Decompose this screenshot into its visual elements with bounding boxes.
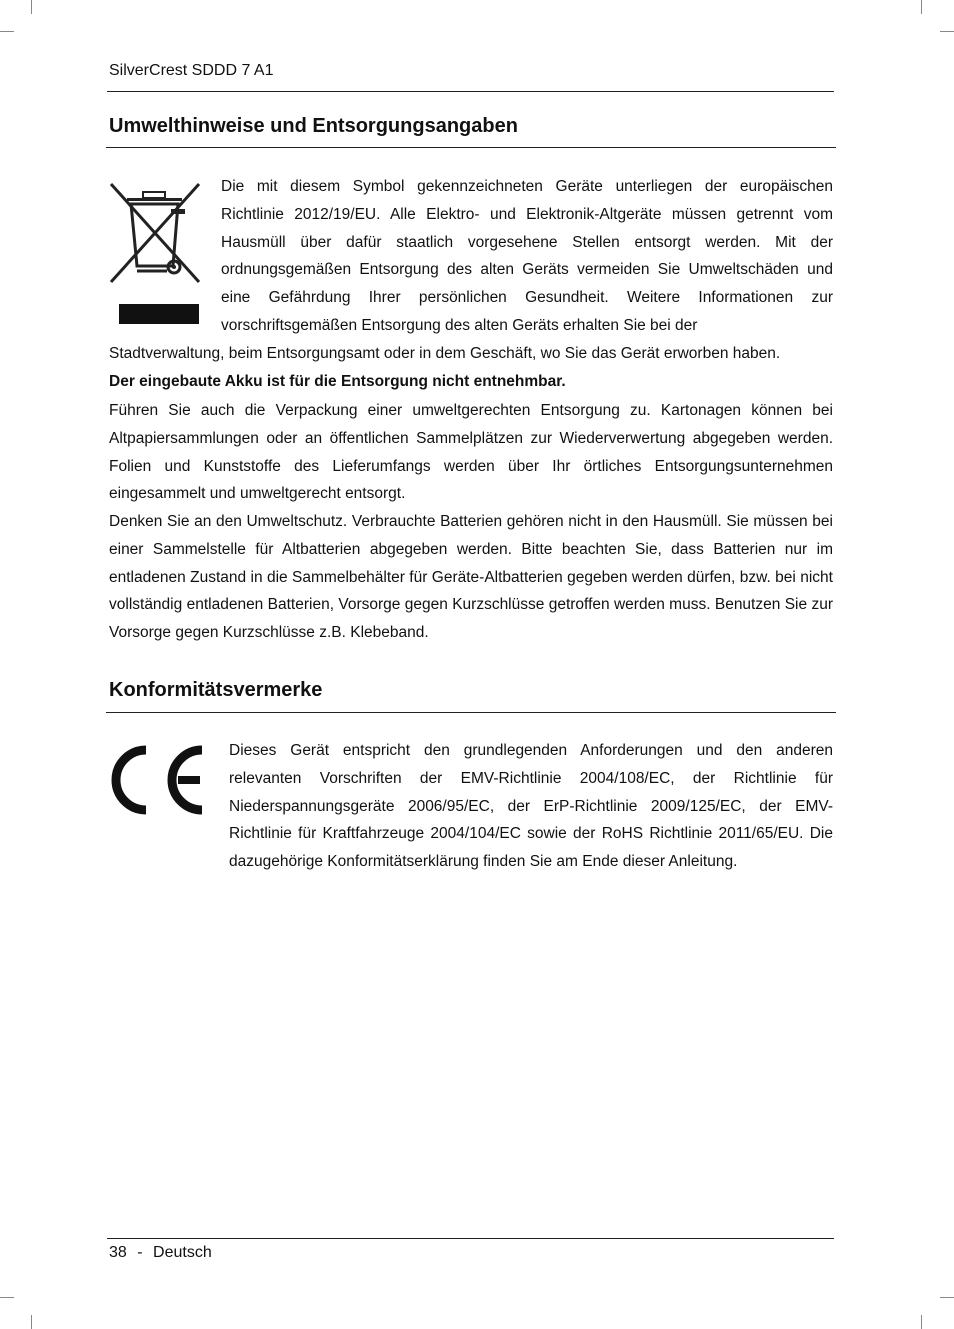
paragraph-weee-intro: Die mit diesem Symbol gekennzeichneten Geräte unterliegen der europäischen Richtlinie 2012/19/EU. Alle Elektro- und Elektronik-Altgeräte müssen getrennt vom Hausmüll über dafür staatlich vorgesehene Stellen entsorgt werden. Mit der ordnungsgemäßen Entsorgung des alten Geräts vermeiden Sie Umweltschäden und eine Gefährdung Ihrer persönlichen Gesundheit. Weitere Informationen zur vorschriftsgemäßen Entsorgung des alten Geräts erhalten Sie bei der [221, 178, 833, 334]
header-rule [107, 91, 834, 92]
crop-mark [921, 0, 922, 14]
running-header: SilverCrest SDDD 7 A1 [109, 62, 274, 79]
battery-note: Der eingebaute Akku ist für die Entsorgung nicht entnehmbar. [109, 373, 566, 390]
paragraph-conformity: Dieses Gerät entspricht den grundlegenden Anforderungen und den anderen relevanten Vorschriften der EMV-Richtlinie 2004/108/EC, der Richtlinie für Niederspannungsgeräte 2006/95/EC, der ErP-Richtlinie 2009/125/EC, der EMV-Richtlinie für Kraftfahrzeuge 2004/104/EC sowie der RoHS Richtlinie 2011/65/EU. Die dazugehörige Konformitätserklärung finden Sie am Ende dieser Anleitung. [229, 742, 833, 871]
footer-rule [107, 1238, 834, 1239]
footer-language: Deutsch [153, 1244, 212, 1261]
crop-mark [940, 1297, 954, 1298]
page-footer [109, 1244, 212, 1262]
crop-mark [31, 0, 32, 14]
ce-mark-icon [108, 744, 208, 816]
footer-separator: - [137, 1244, 143, 1261]
crop-mark [0, 1297, 14, 1298]
paragraph-batteries: Denken Sie an den Umweltschutz. Verbrauchte Batterien gehören nicht in den Hausmüll. Sie müssen bei einer Sammelstelle für Altbatterien abgegeben werden. Bitte beachten Sie, dass Batterien nur im entladenen Zustand in die Sammelbehälter für Geräte-Altbatterien gegeben werden dürfen, bzw. bei nicht vollständig entladenen Batterien, Vorsorge gegen Kurzschlüsse getroffen werden muss. Benutzen Sie zur Vorsorge gegen Kurzschlüsse z.B. Klebeband. [109, 513, 833, 642]
section-heading-conformity: Konformitätsvermerke [109, 679, 323, 701]
section-heading-environment: Umwelthinweise und Entsorgungsangaben [109, 115, 518, 137]
page-number: 38 [109, 1244, 127, 1261]
paragraph-packaging: Führen Sie auch die Verpackung einer umweltgerechten Entsorgung zu. Kartonagen können bei Altpapiersammlungen oder an öffentlichen Sammelplätzen zur Wiederverwertung abgegeben werden. Folien und Kunststoffe des Lieferumfangs werden über Ihr örtliches Entsorgungsunternehmen eingesammelt und umweltgerecht entsorgt. [109, 402, 833, 503]
crossed-out-wheelie-bin-icon [107, 178, 203, 328]
crop-mark [0, 31, 14, 32]
crop-mark [940, 31, 954, 32]
crop-mark [921, 1315, 922, 1329]
crop-mark [31, 1315, 32, 1329]
section-rule [106, 712, 836, 713]
paragraph-weee-intro-continued: Stadtverwaltung, beim Entsorgungsamt oder in dem Geschäft, wo Sie das Gerät erworben haben. [109, 345, 781, 362]
section-rule [106, 147, 836, 148]
